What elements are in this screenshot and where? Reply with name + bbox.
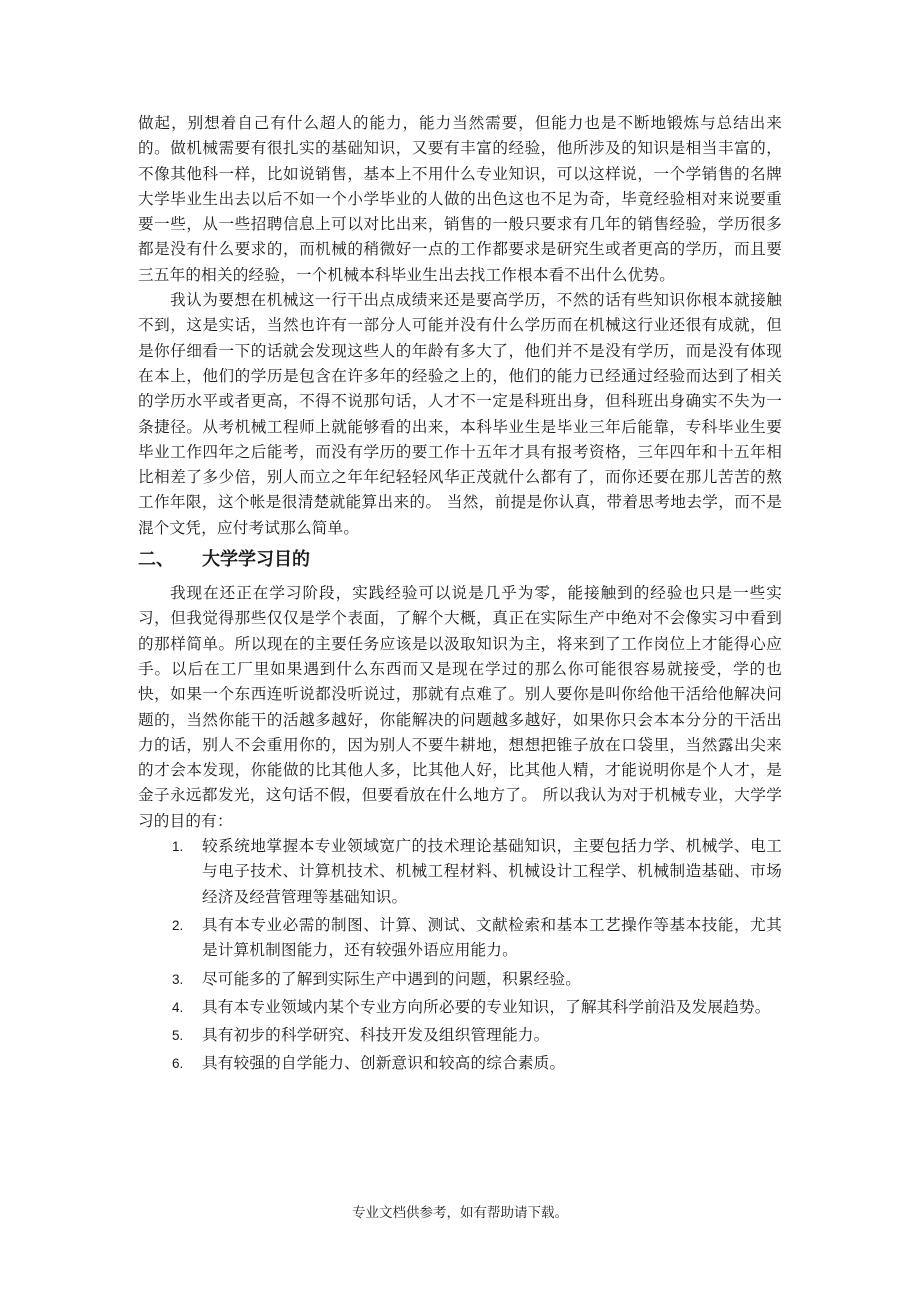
list-item-text: 具有本专业领域内某个专业方向所必要的专业知识，了解其科学前沿及发展趋势。	[202, 997, 771, 1016]
list-item-number: 4.	[172, 999, 184, 1015]
page-footer: 专业文档供参考，如有帮助请下载。	[352, 1205, 568, 1221]
list-item-number: 1.	[172, 839, 184, 855]
list-item-text: 具有本专业必需的制图、计算、测试、文献检索和基本工艺操作等基本技能，尤其是计算机制图能力，还有较强外语应用能力。	[202, 915, 782, 960]
list-item-number: 3.	[172, 971, 184, 987]
list-item	[138, 967, 782, 992]
document-body	[138, 111, 782, 1080]
list-item-text: 具有较强的自学能力、创新意识和较高的综合素质。	[202, 1054, 566, 1073]
list-item-text: 具有初步的科学研究、科技开发及组织管理能力。	[202, 1026, 550, 1045]
list-item-number: 2.	[172, 917, 184, 933]
list-item	[138, 1051, 782, 1076]
goals-list	[138, 834, 782, 1077]
list-item	[138, 995, 782, 1020]
list-item-number: 5.	[172, 1028, 184, 1044]
list-item	[138, 913, 782, 964]
list-item-text: 较系统地掌握本专业领域宽广的技术理论基础知识，主要包括力学、机械学、电工与电子技术、计算机技术、机械工程材料、机械设计工程学、机械制造基础、市场经济及经营管理等基础知识。	[202, 837, 782, 906]
section-number: 二、	[138, 549, 174, 571]
section-title: 大学学习目的	[202, 549, 310, 571]
list-item-number: 6.	[172, 1056, 184, 1072]
paragraph-2: 我认为要想在机械这一行干出点成绩来还是要高学历，不然的话有些知识你根本就接触不到，这是实话，当然也许有一部分人可能并没有什么学历而在机械这行业还很有成就，但是你仔细看一下的话就会发现这些人的年龄有多大了，他们并不是没有学历，而是没有体现在本上，他们的学历是包含在许多年的经验之上的，他们的能力已经通过经验而达到了相关的学历水平或者更高，不得不说那句话，人才不一定是科班出身，但科班出身确实不失为一条捷径。从考机械工程师上就能够看的出来，本科毕业生是毕业三年后能靠，专科毕业生要毕业工作四年之后能考，而没有学历的要工作十五年才具有报考资格，三年四年和十五年相比相差了多少倍，别人而立之年年纪轻轻风华正茂就什么都有了，而你还要在那儿苦苦的熬工作年限，这个帐是很清楚就能算出来的。 当然，前提是你认真，带着思考地去学，而不是混个文凭，应付考试那么简单。	[138, 291, 782, 537]
list-item	[138, 834, 782, 910]
list-item-text: 尽可能多的了解到实际生产中遇到的问题，积累经验。	[202, 969, 582, 988]
section-heading	[138, 545, 782, 575]
paragraph-1: 做起，别想着自己有什么超人的能力，能力当然需要，但能力也是不断地锻炼与总结出来的。做机械需要有很扎实的基础知识，又要有丰富的经验，他所涉及的知识是相当丰富的，不像其他科一样，比如说销售，基本上不用什么专业知识，可以这样说，一个学销售的名牌大学毕业生出去以后不如一个小学毕业的人做的出色这也不足为奇，毕竟经验相对来说要重要一些，从一些招聘信息上可以对比出来，销售的一般只要求有几年的销售经验，学历很多都是没有什么要求的，而机械的稍微好一点的工作都要求是研究生或者更高的学历，而且要三五年的相关的经验，一个机械本科毕业生出去找工作根本看不出什么优势。	[138, 114, 782, 284]
paragraph-3: 我现在还正在学习阶段，实践经验可以说是几乎为零，能接触到的经验也只是一些实习，但我觉得那些仅仅是学个表面，了解个大概，真正在实际生产中绝对不会像实习中看到的那样简单。所以现在的主要任务应该是以汲取知识为主，将来到了工作岗位上才能得心应手。以后在工厂里如果遇到什么东西而又是现在学过的那么你可能很容易就接受，学的也快，如果一个东西连听说都没听说过，那就有点难了。别人要你是叫你给他干活给他解决问题的，当然你能干的活越多越好，你能解决的问题越多越好，如果你只会本本分分的干活出力的话，别人不会重用你的，因为别人不要牛耕地，想想把锥子放在口袋里，当然露出尖来的才会本发现，你能做的比其他人多，比其他人好，比其他人精，才能说明你是个人才，是金子永远都发光，这句话不假，但要看放在什么地方了。 所以我认为对于机械专业，大学学习的目的有：	[138, 584, 782, 830]
list-item	[138, 1023, 782, 1048]
